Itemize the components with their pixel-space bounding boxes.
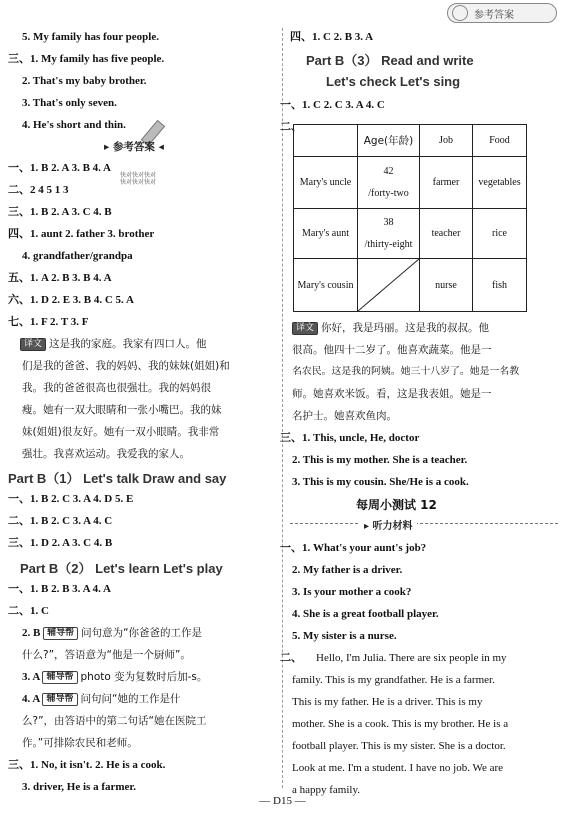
- helper-tag-1: 辅导帮: [43, 627, 78, 640]
- left-line-20: 什么?”，答语意为“他是一个厨师”。: [22, 649, 191, 661]
- right-line-9: 3. Is your mother a cook?: [292, 586, 412, 598]
- table-header-row: [294, 125, 527, 157]
- diagonal-slash: [358, 259, 419, 311]
- right-line-2: 一、1. C 2. C 3. A 4. C: [280, 99, 385, 111]
- right-translation-2: 很高。他四十二岁了。他喜欢蔬菜。他是一: [292, 344, 492, 356]
- table-row: [294, 209, 527, 259]
- badge-logo-icon: [452, 5, 468, 21]
- passage-line-5: football player. This is my sister. She is a doctor.: [292, 740, 506, 752]
- left-line-24: 作。”可排除农民和老师。: [22, 737, 138, 749]
- answer-4a: 4. A: [22, 693, 40, 705]
- translation-tag: 译文: [292, 322, 318, 335]
- answer-2b: 2. B: [22, 627, 41, 639]
- right-translation-4: 师。她喜欢米饭。看，这是我表姐。她是一: [292, 388, 492, 400]
- table-header-cell: [294, 125, 358, 157]
- translation-1: [20, 337, 207, 351]
- translation-1-text: 这是我的家庭。我家有四口人。他: [49, 338, 207, 350]
- right-translation-1-text: 你好，我是玛丽。这是我的叔叔。他: [321, 322, 490, 334]
- left-line-19: [22, 626, 202, 640]
- right-translation-1: [292, 321, 489, 335]
- translation-6: 强壮。我喜欢运动。我爱我的家人。: [22, 448, 190, 460]
- weekly-test-title: 每周小测试 12: [356, 498, 437, 512]
- section-heading-check-sing: Let's check Let's sing: [326, 74, 461, 89]
- table-header-cell: Food: [473, 125, 527, 157]
- right-line-4: 三、1. This, uncle, He, doctor: [280, 432, 420, 444]
- table-row: [294, 157, 527, 209]
- right-line-11: 5. My sister is a nurse.: [292, 630, 397, 642]
- table-cell-age-crossed: [358, 259, 420, 312]
- table-cell-age: [358, 157, 420, 209]
- age-words: /forty-two: [368, 187, 409, 199]
- table-cell-name: Mary's uncle: [294, 157, 358, 209]
- table-cell-food: fish: [473, 259, 527, 312]
- left-line-17: 一、1. B 2. B 3. A 4. A: [8, 583, 111, 595]
- passage-line-7: a happy family.: [292, 784, 361, 796]
- passage-line-3: This is my father. He is a driver. This is my: [292, 696, 483, 708]
- left-line-18: 二、1. C: [8, 605, 49, 617]
- helper-tag-2: 辅导帮: [42, 671, 77, 684]
- right-line-10: 4. She is a great football player.: [292, 608, 439, 620]
- answer-badge: [447, 3, 557, 23]
- helper-text-1: 问句意为“你爸爸的工作是: [81, 627, 203, 639]
- table-cell-job: nurse: [420, 259, 473, 312]
- left-line-25: 三、1. No, it isn't. 2. He is a cook.: [8, 759, 166, 771]
- left-line-9: 四、1. aunt 2. father 3. brother: [8, 228, 155, 240]
- table-header-cell: Age(年龄): [358, 125, 420, 157]
- right-translation-5: 名护士。她喜欢鱼肉。: [292, 410, 397, 422]
- left-line-15: 二、1. B 2. C 3. A 4. C: [8, 515, 113, 527]
- page-number: — D15 —: [259, 795, 306, 807]
- left-line-6: 一、1. B 2. A 3. B 4. A: [8, 162, 111, 174]
- helper-tag-3: 辅导帮: [42, 693, 77, 706]
- passage-label: 二、: [280, 652, 302, 664]
- listen-title: 听力材料: [372, 521, 413, 532]
- passage-line-1: Hello, I'm Julia. There are six people in my: [316, 652, 507, 664]
- right-translation-3: 名农民。这是我的阿姨。她三十八岁了。她是一名教: [292, 366, 520, 377]
- left-line-5: 4. He's short and thin.: [22, 119, 126, 131]
- translation-3: 我。我的爸爸很高也很强壮。我的妈妈很: [22, 382, 211, 394]
- translation-tag: 译文: [20, 338, 46, 351]
- left-line-26: 3. driver, He is a farmer.: [22, 781, 137, 793]
- table-cell-name: Mary's cousin: [294, 259, 358, 312]
- table-cell-name: Mary's aunt: [294, 209, 358, 259]
- section-heading-part-b3: Part B（3） Read and write: [306, 53, 474, 68]
- left-line-8: 三、1. B 2. A 3. C 4. B: [8, 206, 112, 218]
- translation-4: 瘦。她有一双大眼睛和一张小嘴巴。我的妹: [22, 404, 222, 416]
- table-cell-food: vegetables: [473, 157, 527, 209]
- right-line-6: 3. This is my cousin. She/He is a cook.: [292, 476, 469, 488]
- left-line-3: 2. That's my baby brother.: [22, 75, 147, 87]
- passage-line-2: family. This is my grandfather. He is a farmer.: [292, 674, 495, 686]
- left-line-10: 4. grandfather/grandpa: [22, 250, 133, 262]
- table-cell-food: rice: [473, 209, 527, 259]
- left-line-21: [22, 670, 207, 684]
- right-line-7: 一、1. What's your aunt's job?: [280, 542, 427, 554]
- right-line-5: 2. This is my mother. She is a teacher.: [292, 454, 468, 466]
- left-line-1: 5. My family has four people.: [22, 31, 159, 43]
- table-cell-job: teacher: [420, 209, 473, 259]
- ref-title: 参考答案: [112, 141, 155, 153]
- passage-line-4: mother. She is a cook. This is my brother. He is a: [292, 718, 509, 730]
- column-divider: [282, 28, 283, 788]
- table-cell-age: [358, 209, 420, 259]
- listening-material-heading: ▸ 听力材料: [360, 517, 417, 532]
- left-line-22: [22, 692, 180, 706]
- left-line-23: 么?”，由答语中的第二句话“她在医院工: [22, 715, 207, 727]
- right-line-3: 二、: [280, 121, 302, 133]
- test-divider: [290, 523, 558, 524]
- section-heading-part-b1: Part B（1） Let's talk Draw and say: [8, 471, 227, 486]
- table-row: [294, 259, 527, 312]
- passage-line-6: Look at me. I'm a student. I have no job. We are: [292, 762, 504, 774]
- table-header-cell: Job: [420, 125, 473, 157]
- badge-text: 参考答案: [474, 10, 514, 21]
- left-line-4: 3. That's only seven.: [22, 97, 117, 109]
- left-line-7: 二、2 4 5 1 3: [8, 184, 69, 196]
- stamp-text-2: 快对快对快对: [120, 179, 157, 186]
- age-words: /thirty-eight: [364, 238, 413, 250]
- stamp-text-1: 快对快对快对: [120, 172, 157, 179]
- left-line-11: 五、1. A 2. B 3. B 4. A: [8, 272, 112, 284]
- left-line-14: 一、1. B 2. C 3. A 4. D 5. E: [8, 493, 134, 505]
- helper-text-2: photo 变为复数时后加-s。: [80, 671, 208, 683]
- translation-2: 们是我的爸爸、我的妈妈、我的妹妹(姐姐)和: [22, 360, 230, 372]
- left-line-2: 三、1. My family has five people.: [8, 53, 165, 65]
- right-line-8: 2. My father is a driver.: [292, 564, 403, 576]
- helper-text-3: 问句问“她的工作是什: [80, 693, 181, 705]
- age-number: 42: [383, 165, 394, 177]
- table-cell-job: farmer: [420, 157, 473, 209]
- left-line-13: 七、1. F 2. T 3. F: [8, 316, 89, 328]
- age-number: 38: [383, 216, 394, 228]
- reference-answer-heading: ▸ 参考答案 ◂: [104, 141, 164, 153]
- translation-5: 妹(姐姐)很友好。她有一双小眼睛。我非常: [22, 426, 220, 438]
- family-info-table: [293, 124, 527, 312]
- left-line-12: 六、1. D 2. E 3. B 4. C 5. A: [8, 294, 134, 306]
- left-line-16: 三、1. D 2. A 3. C 4. B: [8, 537, 113, 549]
- right-line-1: 四、1. C 2. B 3. A: [290, 31, 374, 43]
- answer-3a: 3. A: [22, 671, 40, 683]
- section-heading-part-b2: Part B（2） Let's learn Let's play: [20, 561, 223, 576]
